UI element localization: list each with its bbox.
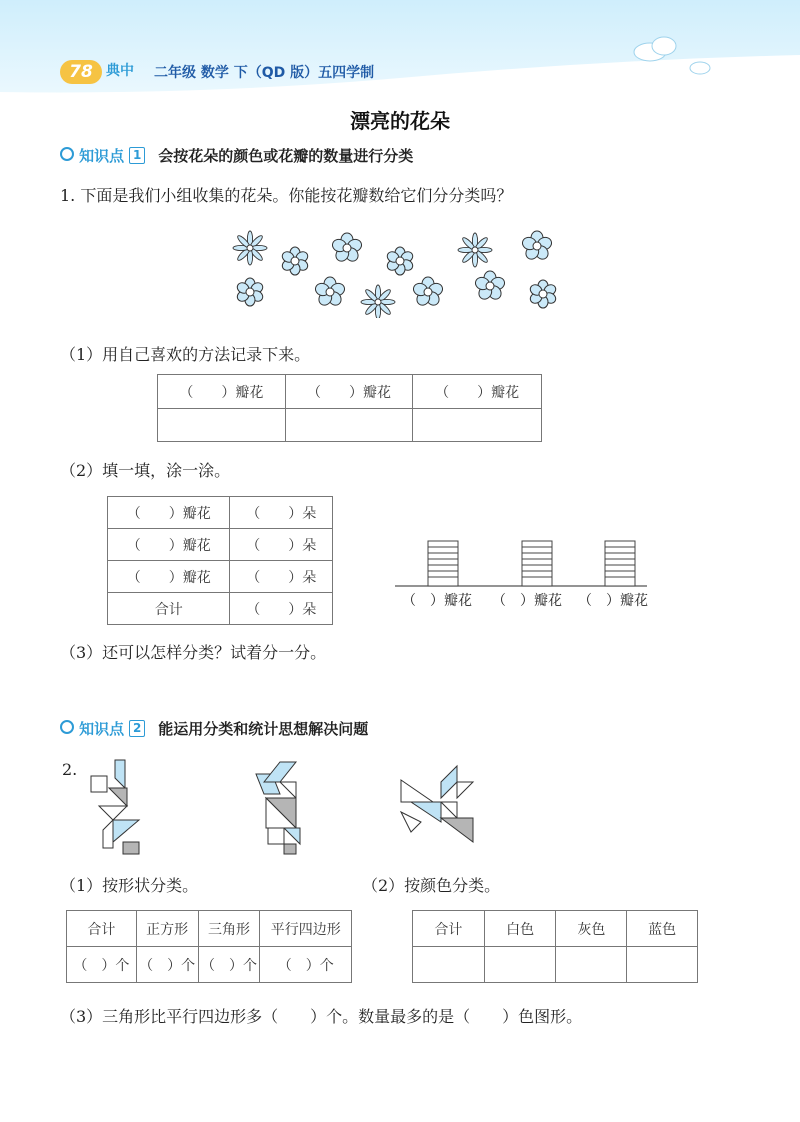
color-header-cell: 白色 bbox=[484, 911, 556, 947]
knowledge-point-text: 会按花朵的颜色或花瓣的数量进行分类 bbox=[158, 147, 414, 165]
question-2-part-1: （1）按形状分类。 bbox=[60, 876, 199, 895]
flower-collection bbox=[225, 228, 575, 318]
bar-label: （ ）瓣花 bbox=[492, 593, 562, 609]
fill-cell: （ ）朵 bbox=[230, 497, 333, 529]
color-table bbox=[412, 910, 698, 983]
shape-cell: （ ）个 bbox=[67, 947, 137, 983]
shape-header-cell: 正方形 bbox=[136, 911, 198, 947]
bar-column bbox=[428, 541, 458, 586]
shape-header-cell: 合计 bbox=[67, 911, 137, 947]
bar-label: （ ）瓣花 bbox=[402, 593, 472, 609]
flower-icon bbox=[412, 277, 444, 308]
flower-icon bbox=[474, 271, 506, 302]
tangram-figures bbox=[85, 758, 485, 858]
bar-column bbox=[605, 541, 635, 586]
series-logo: 典中 bbox=[106, 63, 134, 79]
flower-icon bbox=[458, 233, 492, 267]
flower-icon bbox=[280, 247, 309, 275]
knowledge-point-tag: 知识点 bbox=[79, 147, 125, 165]
bar-label: （ ）瓣花 bbox=[578, 593, 648, 609]
question-2-part-2: （2）按颜色分类。 bbox=[362, 876, 501, 895]
knowledge-point-number: 2 bbox=[129, 720, 145, 737]
color-header-cell: 灰色 bbox=[556, 911, 627, 947]
color-header-cell: 合计 bbox=[413, 911, 485, 947]
fill-cell: （ ）朵 bbox=[230, 593, 333, 625]
fill-cell: （ ）瓣花 bbox=[108, 529, 230, 561]
flower-icon bbox=[528, 280, 557, 308]
question-1-part-3: （3）还可以怎样分类？试着分一分。 bbox=[60, 643, 327, 662]
flower-icon bbox=[314, 277, 346, 308]
record-cell[interactable] bbox=[285, 409, 413, 442]
flower-icon bbox=[233, 231, 267, 265]
knowledge-point-1 bbox=[60, 145, 413, 167]
fill-cell: （ ）朵 bbox=[230, 561, 333, 593]
bar-chart-grid bbox=[395, 535, 655, 591]
record-cell[interactable] bbox=[413, 409, 542, 442]
color-cell[interactable] bbox=[484, 947, 556, 983]
fill-table bbox=[107, 496, 333, 625]
record-header-cell: （ ）瓣花 bbox=[285, 375, 413, 409]
knowledge-point-text: 能运用分类和统计思想解决问题 bbox=[158, 720, 369, 738]
shape-cell: （ ）个 bbox=[260, 947, 352, 983]
shape-cell: （ ）个 bbox=[136, 947, 198, 983]
shape-header-cell: 三角形 bbox=[198, 911, 260, 947]
flower-icon bbox=[331, 233, 363, 264]
question-2-part-3: （3）三角形比平行四边形多（ ）个。数量最多的是（ ）色图形。 bbox=[60, 1007, 583, 1026]
color-cell[interactable] bbox=[627, 947, 698, 983]
shape-table bbox=[66, 910, 352, 983]
shape-cell: （ ）个 bbox=[198, 947, 260, 983]
flower-icon bbox=[521, 231, 553, 262]
book-info: 二年级 数学 下（QD 版）五四学制 bbox=[154, 65, 375, 81]
tangram-bird bbox=[401, 766, 473, 842]
question-1-part-2: （2）填一填，涂一涂。 bbox=[60, 461, 231, 480]
tangram-rabbit-1 bbox=[91, 760, 139, 854]
record-header-cell: （ ）瓣花 bbox=[413, 375, 542, 409]
flower-icon bbox=[361, 285, 395, 318]
fill-cell: （ ）瓣花 bbox=[108, 561, 230, 593]
record-table bbox=[157, 374, 542, 442]
tangram-rabbit-2 bbox=[256, 762, 300, 854]
shape-header-cell: 平行四边形 bbox=[260, 911, 352, 947]
flower-icon bbox=[235, 278, 264, 306]
lesson-title: 漂亮的花朵 bbox=[350, 109, 450, 133]
color-cell[interactable] bbox=[556, 947, 627, 983]
fill-cell: （ ）瓣花 bbox=[108, 497, 230, 529]
page-number-badge: 78 bbox=[60, 60, 102, 84]
knowledge-point-number: 1 bbox=[129, 147, 145, 164]
target-icon bbox=[60, 147, 74, 161]
color-cell[interactable] bbox=[413, 947, 485, 983]
header-banner bbox=[0, 0, 800, 95]
question-1-part-1: （1）用自己喜欢的方法记录下来。 bbox=[60, 345, 311, 364]
flower-icon bbox=[385, 247, 414, 275]
question-1-prompt: 1. 下面是我们小组收集的花朵。你能按花瓣数给它们分分类吗？ bbox=[60, 186, 513, 205]
fill-cell: （ ）朵 bbox=[230, 529, 333, 561]
record-cell[interactable] bbox=[158, 409, 286, 442]
bar-column bbox=[522, 541, 552, 586]
knowledge-point-2 bbox=[60, 718, 368, 740]
target-icon bbox=[60, 720, 74, 734]
color-header-cell: 蓝色 bbox=[627, 911, 698, 947]
fill-cell-total: 合计 bbox=[108, 593, 230, 625]
question-2-number: 2. bbox=[62, 760, 78, 779]
knowledge-point-tag: 知识点 bbox=[79, 720, 125, 738]
record-header-cell: （ ）瓣花 bbox=[158, 375, 286, 409]
